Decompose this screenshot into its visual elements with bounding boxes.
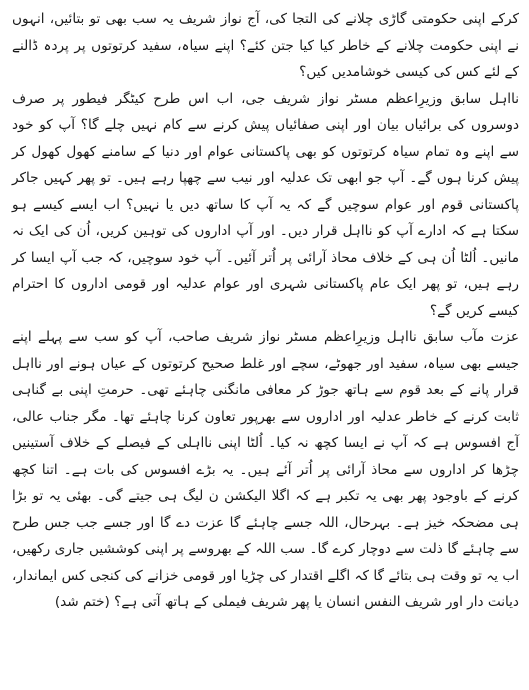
article-paragraph-address: نااہل سابق وزیرِاعظم مسٹر نواز شریف جی، اب اس طرح کیٹگر فیطور پر صرف دوسروں کی برائیاں بیان اور اپنی صفائیاں پیش کرنے سے کام نہیں چلے گا؟ آپ کو خود سے اپنے وہ تمام سیاہ کرتوتوں کو بھی پاکستانی عوام اور دنیا کے سامنے کھول کھول کر پیش کرنا ہوں گے۔ آپ جو ابھی تک عدلیہ اور نیب سے چھپا رہے ہیں۔ تو پھر کہیں جاکر پاکستانی قوم اور عوام سوچیں گے کہ یہ آپ کا ساتھ دیں یا نہیں؟ اب ایسے کیسے ہو سکتا ہے کہ ادارے آپ کو نااہل قرار دیں۔ اور آپ اداروں کی توہین کریں، اُن کی ایک نہ مانیں۔ اُلٹا اُن ہی کے خلاف محاذ آرائی پر اُتر آئیں۔ آپ خود سوچیں، کہ جب آپ ایسا کر رہے ہیں، تو پھر ایک عام پاکستانی شہری اور عوام عدلیہ اور قومی اداروں کا احترام کیسے کریں گے؟	[12, 90, 519, 319]
article-paragraph-intro: کرکے اپنی حکومتی گاڑی چلانے کی التجا کی، آج نواز شریف یہ سب بھی تو بتائیں، انہوں نے اپنی حکومت چلانے کے خاطر کیا کیا جتن کئے؟ اپنے سیاہ، سفید کرتوتوں پر پردہ ڈالنے کے لئے کس کی کیسی خوشامدیں کیں؟	[12, 11, 519, 80]
article-paragraph-conclusion: عزت مآب سابق نااہل وزیرِاعظم مسٹر نواز شریف صاحب، آپ کو سب سے پہلے اپنے جیسے بھی سیاہ، سفید اور جھوٹے، سچے اور غلط صحیح کرتوتوں کے عیاں ہونے اور نااہل قرار پانے کے بعد قوم سے ہاتھ جوڑ کر معافی مانگنی چاہئے تھی۔ حرمتِ اپنی بے گناہی ثابت کرنے کے خاطر عدلیہ اور اداروں سے بھرپور تعاون کرنا چاہئے تھا۔ مگر جناب عالی، آج افسوس ہے کہ آپ نے ایسا کچھ نہ کیا۔ اُلٹا اپنی نااہلی کے فیصلے کے خلاف آستینیں چڑھا کر اداروں سے محاذ آرائی پر اُتر آئے ہیں۔ یہ بڑے افسوس کی بات ہے۔ اتنا کچھ کرنے کے باوجود پھر بھی یہ تکبر ہے کہ اگلا الیکشن ن لیگ ہی جیتے گی۔ بھئی یہ تو بڑا ہی مضحکہ خیز ہے۔ بہرحال، اللہ جسے چاہئے گا عزت دے گا اور جسے جب جس طرح سے چاہئے گا ذلت سے دوچار کرے گا۔ سب اللہ کے بھروسے پر اپنی کوششیں جاری رکھیں، اب یہ تو وقت ہی بتائے گا کہ اگلے اقتدار کی چڑیا اور قومی خزانے کی کنجی کس ایماندار، دیانت دار اور شریف النفس انسان یا پھر شریف فیملی کے ہاتھ آتی ہے؟ (ختم شد)	[12, 329, 519, 610]
